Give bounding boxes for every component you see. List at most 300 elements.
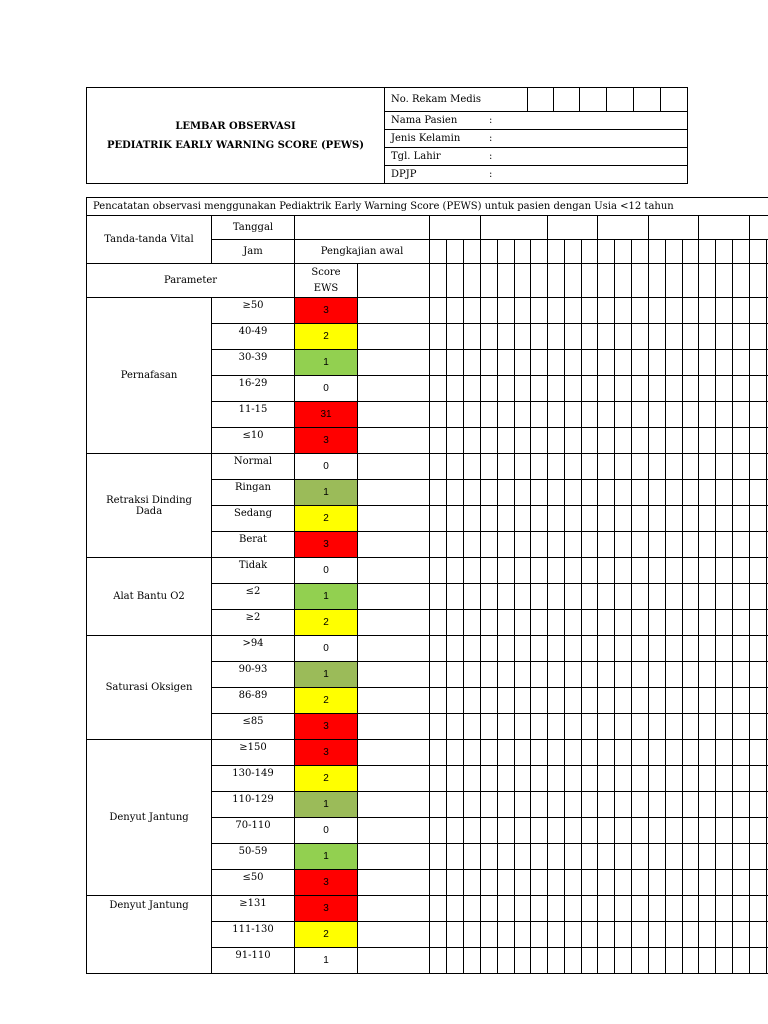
birth-date-field[interactable]: [385, 148, 688, 166]
observation-cell[interactable]: [666, 844, 683, 870]
observation-cell[interactable]: [598, 662, 615, 688]
observation-cell[interactable]: [649, 662, 666, 688]
observation-cell[interactable]: [481, 610, 498, 636]
observation-cell[interactable]: [699, 584, 716, 610]
initial-assessment-cell[interactable]: [358, 428, 430, 454]
observation-cell[interactable]: [582, 558, 598, 584]
observation-cell[interactable]: [565, 792, 582, 818]
observation-cell[interactable]: [699, 870, 716, 896]
observation-cell[interactable]: [598, 376, 615, 402]
observation-cell[interactable]: [699, 922, 716, 948]
observation-cell[interactable]: [447, 688, 464, 714]
observation-cell[interactable]: [464, 558, 481, 584]
observation-cell[interactable]: [447, 298, 464, 324]
patient-name-field[interactable]: [385, 112, 688, 130]
observation-cell[interactable]: [683, 558, 699, 584]
observation-cell[interactable]: [548, 740, 565, 766]
initial-assessment-cell[interactable]: [358, 688, 430, 714]
observation-cell[interactable]: [481, 818, 498, 844]
observation-cell[interactable]: [649, 584, 666, 610]
observation-cell[interactable]: [565, 714, 582, 740]
observation-cell[interactable]: [447, 350, 464, 376]
observation-cell[interactable]: [683, 896, 699, 922]
initial-assessment-cell[interactable]: [358, 662, 430, 688]
observation-cell[interactable]: [632, 688, 649, 714]
observation-cell[interactable]: [733, 298, 750, 324]
observation-cell[interactable]: [565, 948, 582, 974]
observation-cell[interactable]: [430, 870, 447, 896]
observation-cell[interactable]: [632, 792, 649, 818]
observation-cell[interactable]: [498, 532, 515, 558]
observation-cell[interactable]: [515, 324, 531, 350]
observation-date-cell[interactable]: [750, 216, 768, 240]
observation-cell[interactable]: [515, 584, 531, 610]
observation-cell[interactable]: [733, 688, 750, 714]
observation-cell[interactable]: [515, 792, 531, 818]
observation-cell[interactable]: [464, 818, 481, 844]
observation-cell[interactable]: [582, 376, 598, 402]
observation-cell[interactable]: [716, 532, 733, 558]
observation-date-cell[interactable]: [548, 216, 598, 240]
observation-cell[interactable]: [733, 896, 750, 922]
observation-cell[interactable]: [699, 714, 716, 740]
observation-cell[interactable]: [481, 402, 498, 428]
observation-cell[interactable]: [531, 740, 548, 766]
gender-field[interactable]: [385, 130, 688, 148]
observation-cell[interactable]: [683, 792, 699, 818]
observation-date-cell[interactable]: [649, 216, 699, 240]
observation-cell[interactable]: [598, 714, 615, 740]
observation-cell[interactable]: [750, 740, 767, 766]
observation-cell[interactable]: [548, 480, 565, 506]
observation-cell[interactable]: [615, 870, 632, 896]
observation-cell[interactable]: [716, 740, 733, 766]
observation-time-cell[interactable]: [447, 240, 464, 264]
initial-score-cell[interactable]: [358, 264, 430, 298]
observation-cell[interactable]: [430, 264, 447, 298]
observation-cell[interactable]: [481, 584, 498, 610]
observation-cell[interactable]: [498, 298, 515, 324]
observation-cell[interactable]: [649, 402, 666, 428]
observation-cell[interactable]: [649, 610, 666, 636]
observation-cell[interactable]: [447, 532, 464, 558]
observation-cell[interactable]: [733, 792, 750, 818]
observation-cell[interactable]: [598, 636, 615, 662]
observation-cell[interactable]: [733, 636, 750, 662]
observation-cell[interactable]: [582, 844, 598, 870]
observation-cell[interactable]: [649, 558, 666, 584]
observation-cell[interactable]: [683, 766, 699, 792]
observation-cell[interactable]: [515, 740, 531, 766]
observation-cell[interactable]: [615, 376, 632, 402]
observation-time-cell[interactable]: [750, 240, 767, 264]
observation-cell[interactable]: [699, 844, 716, 870]
observation-cell[interactable]: [649, 532, 666, 558]
observation-cell[interactable]: [699, 818, 716, 844]
observation-cell[interactable]: [615, 558, 632, 584]
observation-cell[interactable]: [498, 740, 515, 766]
observation-cell[interactable]: [464, 870, 481, 896]
observation-cell[interactable]: [515, 896, 531, 922]
observation-cell[interactable]: [683, 324, 699, 350]
observation-cell[interactable]: [464, 350, 481, 376]
observation-cell[interactable]: [615, 506, 632, 532]
observation-cell[interactable]: [515, 532, 531, 558]
observation-cell[interactable]: [498, 584, 515, 610]
observation-cell[interactable]: [733, 402, 750, 428]
observation-time-cell[interactable]: [632, 240, 649, 264]
observation-time-cell[interactable]: [548, 240, 565, 264]
initial-assessment-cell[interactable]: [358, 636, 430, 662]
observation-cell[interactable]: [430, 948, 447, 974]
observation-cell[interactable]: [464, 948, 481, 974]
observation-cell[interactable]: [430, 480, 447, 506]
observation-cell[interactable]: [750, 766, 767, 792]
observation-cell[interactable]: [598, 818, 615, 844]
observation-cell[interactable]: [548, 558, 565, 584]
observation-cell[interactable]: [515, 480, 531, 506]
observation-cell[interactable]: [750, 818, 767, 844]
observation-cell[interactable]: [565, 922, 582, 948]
observation-cell[interactable]: [632, 558, 649, 584]
observation-cell[interactable]: [447, 264, 464, 298]
observation-cell[interactable]: [515, 454, 531, 480]
observation-cell[interactable]: [481, 740, 498, 766]
observation-cell[interactable]: [683, 636, 699, 662]
observation-cell[interactable]: [531, 532, 548, 558]
observation-cell[interactable]: [531, 428, 548, 454]
observation-cell[interactable]: [598, 402, 615, 428]
observation-cell[interactable]: [430, 714, 447, 740]
observation-cell[interactable]: [548, 922, 565, 948]
observation-cell[interactable]: [447, 870, 464, 896]
observation-cell[interactable]: [699, 506, 716, 532]
observation-cell[interactable]: [598, 792, 615, 818]
observation-cell[interactable]: [598, 454, 615, 480]
observation-cell[interactable]: [481, 454, 498, 480]
observation-cell[interactable]: [464, 610, 481, 636]
observation-cell[interactable]: [632, 922, 649, 948]
observation-cell[interactable]: [447, 610, 464, 636]
observation-cell[interactable]: [683, 714, 699, 740]
observation-cell[interactable]: [447, 480, 464, 506]
observation-cell[interactable]: [582, 480, 598, 506]
observation-cell[interactable]: [531, 792, 548, 818]
observation-cell[interactable]: [565, 610, 582, 636]
observation-cell[interactable]: [464, 766, 481, 792]
observation-cell[interactable]: [750, 264, 767, 298]
observation-cell[interactable]: [683, 402, 699, 428]
observation-cell[interactable]: [515, 402, 531, 428]
observation-cell[interactable]: [632, 714, 649, 740]
observation-cell[interactable]: [615, 402, 632, 428]
observation-cell[interactable]: [615, 714, 632, 740]
observation-cell[interactable]: [733, 558, 750, 584]
observation-cell[interactable]: [666, 298, 683, 324]
observation-time-cell[interactable]: [615, 240, 632, 264]
observation-cell[interactable]: [716, 922, 733, 948]
observation-cell[interactable]: [733, 948, 750, 974]
initial-assessment-cell[interactable]: [358, 480, 430, 506]
observation-cell[interactable]: [498, 480, 515, 506]
observation-cell[interactable]: [699, 948, 716, 974]
observation-cell[interactable]: [716, 264, 733, 298]
observation-cell[interactable]: [565, 818, 582, 844]
observation-cell[interactable]: [683, 428, 699, 454]
observation-cell[interactable]: [733, 870, 750, 896]
initial-assessment-cell[interactable]: [358, 766, 430, 792]
observation-cell[interactable]: [481, 350, 498, 376]
initial-assessment-cell[interactable]: [358, 610, 430, 636]
observation-cell[interactable]: [515, 948, 531, 974]
observation-cell[interactable]: [615, 818, 632, 844]
observation-cell[interactable]: [565, 870, 582, 896]
observation-cell[interactable]: [649, 896, 666, 922]
observation-cell[interactable]: [447, 402, 464, 428]
medical-record-box[interactable]: [607, 88, 634, 112]
observation-time-cell[interactable]: [666, 240, 683, 264]
observation-cell[interactable]: [699, 792, 716, 818]
observation-cell[interactable]: [582, 324, 598, 350]
observation-cell[interactable]: [515, 766, 531, 792]
observation-cell[interactable]: [632, 948, 649, 974]
observation-cell[interactable]: [430, 584, 447, 610]
observation-cell[interactable]: [649, 792, 666, 818]
observation-cell[interactable]: [649, 298, 666, 324]
observation-cell[interactable]: [699, 662, 716, 688]
observation-cell[interactable]: [548, 844, 565, 870]
observation-cell[interactable]: [615, 662, 632, 688]
observation-cell[interactable]: [666, 740, 683, 766]
observation-cell[interactable]: [683, 298, 699, 324]
observation-cell[interactable]: [582, 948, 598, 974]
observation-cell[interactable]: [632, 870, 649, 896]
observation-cell[interactable]: [531, 264, 548, 298]
observation-cell[interactable]: [565, 324, 582, 350]
observation-date-cell[interactable]: [699, 216, 750, 240]
observation-cell[interactable]: [699, 896, 716, 922]
observation-cell[interactable]: [481, 298, 498, 324]
observation-cell[interactable]: [750, 688, 767, 714]
observation-cell[interactable]: [447, 948, 464, 974]
observation-cell[interactable]: [430, 610, 447, 636]
observation-cell[interactable]: [598, 766, 615, 792]
observation-cell[interactable]: [498, 636, 515, 662]
observation-cell[interactable]: [582, 298, 598, 324]
observation-time-cell[interactable]: [582, 240, 598, 264]
observation-cell[interactable]: [565, 350, 582, 376]
observation-cell[interactable]: [548, 324, 565, 350]
observation-cell[interactable]: [531, 584, 548, 610]
observation-cell[interactable]: [615, 298, 632, 324]
observation-time-cell[interactable]: [498, 240, 515, 264]
observation-cell[interactable]: [750, 324, 767, 350]
observation-cell[interactable]: [481, 896, 498, 922]
observation-cell[interactable]: [582, 454, 598, 480]
observation-cell[interactable]: [531, 896, 548, 922]
observation-cell[interactable]: [598, 844, 615, 870]
observation-cell[interactable]: [498, 766, 515, 792]
observation-cell[interactable]: [548, 298, 565, 324]
observation-cell[interactable]: [750, 896, 767, 922]
observation-cell[interactable]: [649, 264, 666, 298]
observation-cell[interactable]: [582, 766, 598, 792]
observation-cell[interactable]: [666, 324, 683, 350]
observation-cell[interactable]: [666, 402, 683, 428]
observation-cell[interactable]: [498, 662, 515, 688]
observation-cell[interactable]: [598, 350, 615, 376]
observation-cell[interactable]: [632, 324, 649, 350]
observation-cell[interactable]: [447, 844, 464, 870]
observation-cell[interactable]: [699, 636, 716, 662]
observation-cell[interactable]: [498, 350, 515, 376]
observation-cell[interactable]: [666, 480, 683, 506]
observation-cell[interactable]: [615, 688, 632, 714]
observation-cell[interactable]: [716, 688, 733, 714]
initial-assessment-cell[interactable]: [358, 350, 430, 376]
observation-cell[interactable]: [699, 610, 716, 636]
observation-cell[interactable]: [548, 264, 565, 298]
observation-cell[interactable]: [683, 584, 699, 610]
observation-cell[interactable]: [548, 402, 565, 428]
observation-cell[interactable]: [649, 454, 666, 480]
observation-cell[interactable]: [716, 402, 733, 428]
observation-cell[interactable]: [481, 714, 498, 740]
observation-cell[interactable]: [582, 896, 598, 922]
observation-cell[interactable]: [481, 532, 498, 558]
observation-cell[interactable]: [582, 610, 598, 636]
observation-cell[interactable]: [464, 298, 481, 324]
observation-cell[interactable]: [498, 818, 515, 844]
observation-cell[interactable]: [464, 844, 481, 870]
observation-cell[interactable]: [666, 870, 683, 896]
medical-record-box[interactable]: [634, 88, 661, 112]
observation-cell[interactable]: [750, 350, 767, 376]
initial-assessment-cell[interactable]: [358, 532, 430, 558]
observation-cell[interactable]: [464, 376, 481, 402]
observation-cell[interactable]: [447, 454, 464, 480]
observation-cell[interactable]: [750, 714, 767, 740]
observation-cell[interactable]: [498, 324, 515, 350]
observation-cell[interactable]: [498, 870, 515, 896]
observation-cell[interactable]: [582, 922, 598, 948]
observation-cell[interactable]: [582, 714, 598, 740]
observation-cell[interactable]: [531, 714, 548, 740]
initial-assessment-cell[interactable]: [358, 844, 430, 870]
observation-cell[interactable]: [531, 636, 548, 662]
observation-cell[interactable]: [666, 454, 683, 480]
observation-cell[interactable]: [498, 454, 515, 480]
observation-time-cell[interactable]: [464, 240, 481, 264]
observation-cell[interactable]: [716, 714, 733, 740]
observation-cell[interactable]: [481, 480, 498, 506]
observation-cell[interactable]: [430, 402, 447, 428]
observation-cell[interactable]: [515, 818, 531, 844]
observation-cell[interactable]: [666, 636, 683, 662]
initial-date-cell[interactable]: [295, 216, 430, 240]
observation-cell[interactable]: [430, 506, 447, 532]
observation-cell[interactable]: [531, 480, 548, 506]
observation-cell[interactable]: [447, 896, 464, 922]
observation-cell[interactable]: [481, 922, 498, 948]
observation-cell[interactable]: [548, 376, 565, 402]
observation-cell[interactable]: [565, 766, 582, 792]
observation-cell[interactable]: [548, 688, 565, 714]
observation-cell[interactable]: [598, 896, 615, 922]
observation-cell[interactable]: [750, 636, 767, 662]
observation-cell[interactable]: [531, 324, 548, 350]
observation-cell[interactable]: [531, 506, 548, 532]
observation-cell[interactable]: [515, 662, 531, 688]
observation-cell[interactable]: [531, 766, 548, 792]
observation-cell[interactable]: [649, 818, 666, 844]
observation-cell[interactable]: [750, 792, 767, 818]
observation-cell[interactable]: [666, 584, 683, 610]
observation-cell[interactable]: [481, 948, 498, 974]
observation-cell[interactable]: [498, 714, 515, 740]
observation-cell[interactable]: [716, 428, 733, 454]
observation-cell[interactable]: [515, 506, 531, 532]
observation-cell[interactable]: [716, 818, 733, 844]
observation-cell[interactable]: [548, 610, 565, 636]
observation-cell[interactable]: [447, 636, 464, 662]
observation-cell[interactable]: [733, 610, 750, 636]
observation-cell[interactable]: [683, 532, 699, 558]
observation-cell[interactable]: [615, 532, 632, 558]
observation-date-cell[interactable]: [430, 216, 481, 240]
observation-cell[interactable]: [464, 792, 481, 818]
observation-cell[interactable]: [481, 506, 498, 532]
observation-cell[interactable]: [649, 376, 666, 402]
observation-cell[interactable]: [666, 350, 683, 376]
observation-cell[interactable]: [598, 948, 615, 974]
observation-cell[interactable]: [548, 896, 565, 922]
observation-cell[interactable]: [750, 532, 767, 558]
observation-cell[interactable]: [481, 792, 498, 818]
observation-cell[interactable]: [649, 948, 666, 974]
observation-cell[interactable]: [666, 376, 683, 402]
observation-cell[interactable]: [582, 870, 598, 896]
observation-cell[interactable]: [447, 324, 464, 350]
observation-cell[interactable]: [548, 506, 565, 532]
observation-cell[interactable]: [498, 428, 515, 454]
observation-cell[interactable]: [430, 636, 447, 662]
observation-cell[interactable]: [615, 948, 632, 974]
observation-time-cell[interactable]: [481, 240, 498, 264]
observation-cell[interactable]: [515, 558, 531, 584]
observation-cell[interactable]: [531, 922, 548, 948]
observation-cell[interactable]: [464, 896, 481, 922]
observation-cell[interactable]: [683, 610, 699, 636]
observation-cell[interactable]: [481, 844, 498, 870]
observation-cell[interactable]: [582, 584, 598, 610]
observation-cell[interactable]: [464, 454, 481, 480]
observation-time-cell[interactable]: [733, 240, 750, 264]
observation-cell[interactable]: [531, 454, 548, 480]
observation-cell[interactable]: [598, 428, 615, 454]
observation-cell[interactable]: [481, 636, 498, 662]
observation-cell[interactable]: [615, 350, 632, 376]
observation-cell[interactable]: [649, 844, 666, 870]
observation-cell[interactable]: [733, 324, 750, 350]
observation-cell[interactable]: [548, 714, 565, 740]
observation-cell[interactable]: [447, 818, 464, 844]
observation-cell[interactable]: [447, 662, 464, 688]
observation-cell[interactable]: [683, 818, 699, 844]
observation-cell[interactable]: [481, 376, 498, 402]
observation-cell[interactable]: [548, 818, 565, 844]
observation-cell[interactable]: [565, 844, 582, 870]
